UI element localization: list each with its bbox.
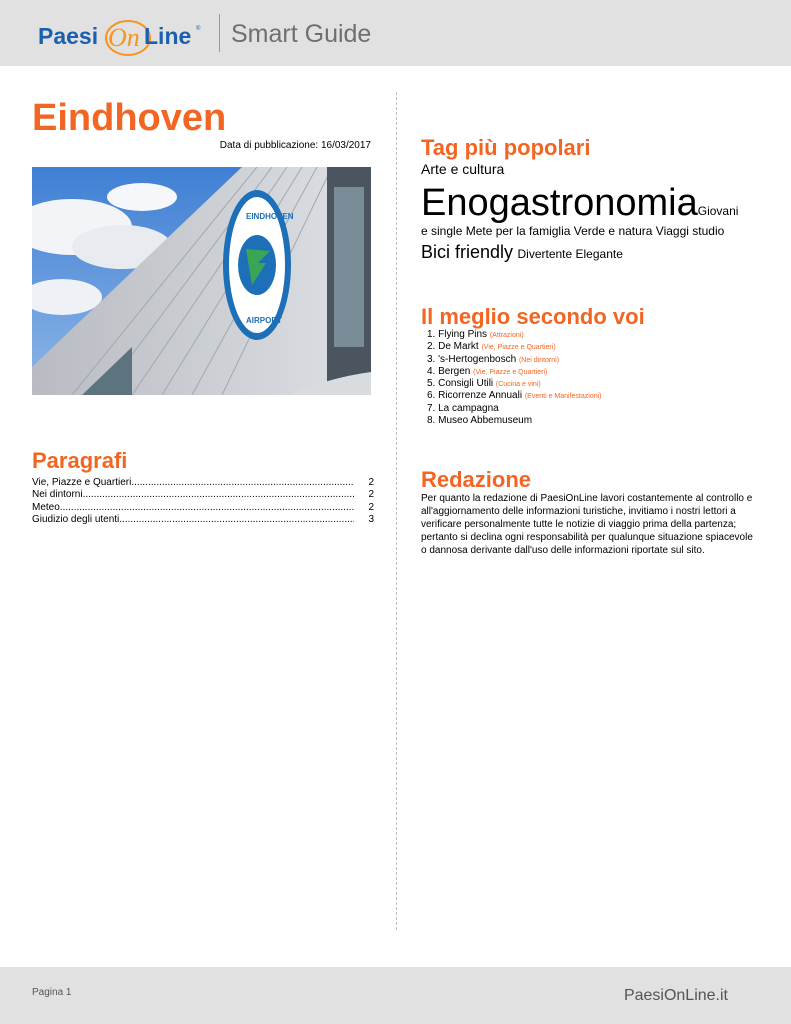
item-category: (Vie, Piazze e Quartieri)	[481, 344, 556, 352]
list-item[interactable]	[427, 341, 602, 353]
list-item[interactable]	[427, 329, 602, 341]
svg-text:Line: Line	[144, 23, 192, 49]
toc-label: Nei dintorni	[32, 489, 83, 500]
header-separator	[219, 14, 220, 52]
item-category: (Eventi e Manifestazioni)	[524, 393, 602, 401]
item-label: 1. Flying Pins	[427, 329, 488, 340]
toc-label: Giudizio degli utenti	[32, 514, 120, 525]
list-item[interactable]	[427, 366, 602, 378]
item-label: 8. Museo Abbemuseum	[427, 415, 533, 427]
toc-leader	[83, 489, 354, 500]
redazione-heading: Redazione	[421, 467, 532, 492]
toc-page: 2	[368, 501, 374, 513]
item-label: 7. La campagna	[427, 402, 499, 414]
list-item[interactable]	[427, 415, 602, 427]
item-category: (Cucina e vini)	[495, 381, 541, 389]
svg-text:Paesi: Paesi	[38, 23, 99, 49]
header-subtitle: Smart Guide	[231, 20, 372, 48]
page-footer	[0, 967, 791, 1024]
tag-line-three[interactable]: e single Mete per la famiglia Verde e natura Viaggi studio	[421, 224, 725, 238]
redazione-text: Per quanto la redazione di PaesiOnLine lavori costantemente al controllo e all'aggiornamento delle informazioni turistiche, invitiamo i nostri lettori a verificare personalmente tutte le notizie di viaggio prima della partenza; pertanto si declina ogni responsabilità per qualunque situazione spiacevole o dannosa derivante dall'uso delle informazioni riportate sul sito.	[421, 493, 753, 556]
tag-bici-friendly[interactable]: Bici friendly	[421, 242, 514, 262]
sign-text-top: EINDHOVEN	[246, 212, 294, 221]
item-label: 6. Ricorrenze Annuali	[427, 390, 523, 402]
toc-label: Meteo	[32, 501, 60, 513]
item-label: 4. Bergen	[427, 365, 471, 377]
item-label: 5. Consigli Utili	[427, 378, 494, 390]
toc-row[interactable]	[32, 475, 374, 488]
tags-heading: Tag più popolari	[421, 135, 591, 160]
item-label: 2. De Markt	[427, 341, 479, 353]
eindhoven-airport-photo	[32, 167, 371, 395]
paragrafi-heading: Paragrafi	[32, 448, 128, 473]
tag-giovani[interactable]: Giovani	[697, 204, 739, 218]
toc-page: 3	[368, 514, 374, 525]
column-divider	[396, 92, 397, 930]
item-label: 3. 's-Hertogenbosch	[427, 353, 517, 365]
paesionline-logo	[36, 14, 206, 58]
page-title: Eindhoven	[32, 97, 227, 139]
item-category: (Vie, Piazze e Quartieri)	[473, 368, 548, 376]
toc-leader	[60, 502, 354, 513]
toc-leader	[119, 514, 354, 525]
toc-leader	[131, 477, 354, 488]
toc-row[interactable]	[32, 488, 374, 501]
publication-date: Data di pubblicazione: 16/03/2017	[219, 140, 371, 151]
toc-row[interactable]	[32, 500, 374, 513]
list-item[interactable]	[427, 378, 602, 390]
svg-text:On: On	[108, 23, 140, 52]
page-number: Pagina 1	[32, 987, 72, 998]
list-item[interactable]	[427, 354, 602, 366]
tag-enogastronomia[interactable]: Enogastronomia	[421, 182, 698, 224]
tag-line-enogastronomia	[421, 182, 738, 225]
list-item[interactable]	[427, 390, 602, 402]
sign-text-bottom: AIRPORT	[246, 316, 282, 325]
toc-label: Vie, Piazze e Quartieri	[32, 476, 132, 488]
tag-arte-cultura[interactable]: Arte e cultura	[421, 161, 505, 177]
best-list	[427, 329, 602, 427]
toc-page: 2	[368, 476, 374, 488]
tag-line-bici	[421, 242, 623, 263]
best-heading: Il meglio secondo voi	[421, 304, 645, 329]
table-of-contents	[32, 475, 374, 525]
page-header	[0, 0, 791, 66]
tag-divertente-elegante[interactable]: Divertente Elegante	[517, 247, 623, 261]
item-category: (Attrazioni)	[489, 332, 524, 339]
item-category: (Nei dintorni)	[518, 356, 560, 364]
site-link[interactable]: PaesiOnLine.it	[623, 987, 728, 1004]
toc-page: 2	[368, 489, 374, 500]
toc-row[interactable]	[32, 513, 374, 526]
list-item[interactable]	[427, 403, 602, 415]
svg-text:®: ®	[196, 26, 201, 32]
